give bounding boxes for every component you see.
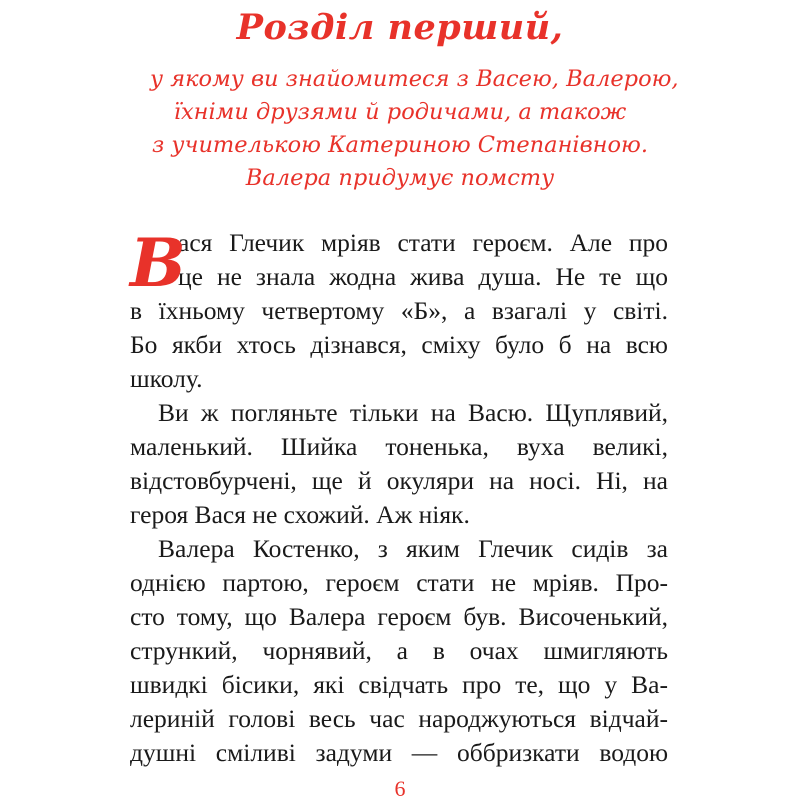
subtitle-line: з учителькою Катериною Степанівною. bbox=[151, 132, 649, 158]
text-line: лериній голові весь час народжуються відчай- bbox=[130, 704, 668, 733]
text-line: школу. bbox=[130, 364, 203, 393]
text-line: стрункий, чорнявий, а в очах шмигляють bbox=[130, 636, 668, 665]
text-line: Бо якби хтось дізнався, сміху було б на всю bbox=[130, 330, 668, 359]
text-line: однією партою, героєм стати не мріяв. Про- bbox=[130, 568, 668, 597]
text-line: душні сміливі задуми — оббризкати водою bbox=[130, 738, 668, 767]
subtitle-line: у якому ви знайомитеся з Васею, Валерою, bbox=[150, 66, 679, 92]
text-line: маленький. Шийка тоненька, вуха великі, bbox=[130, 432, 668, 461]
text-line: це не знала жодна жива душа. Не те що bbox=[178, 262, 668, 291]
subtitle-line: їхніми друзями й родичами, а також bbox=[173, 99, 627, 125]
subtitle-line: Валера придумує помсту bbox=[245, 165, 555, 191]
text-line: Валера Костенко, з яким Глечик сидів за bbox=[158, 534, 668, 563]
text-line: швидкі бісики, які свідчать про те, що у Ва- bbox=[130, 670, 668, 699]
body-text bbox=[130, 226, 668, 770]
text-line: сто тому, що Валера героєм був. Височенький, bbox=[130, 602, 668, 631]
chapter-title: Розділ перший, bbox=[236, 7, 564, 48]
page-number: 6 bbox=[394, 776, 406, 801]
chapter-subtitle bbox=[150, 63, 679, 195]
text-line: відстовбурчені, ще й окуляри на носі. Ні, на bbox=[130, 466, 668, 495]
text-line: Ви ж погляньте тільки на Васю. Щуплявий, bbox=[158, 398, 668, 427]
text-line: ася Глечик мріяв стати героєм. Але про bbox=[178, 228, 668, 257]
text-line: в їхньому четвертому «Б», а взагалі у світі. bbox=[130, 296, 668, 325]
text-line: героя Вася не схожий. Аж ніяк. bbox=[130, 500, 470, 529]
drop-cap-letter: В bbox=[130, 224, 186, 302]
